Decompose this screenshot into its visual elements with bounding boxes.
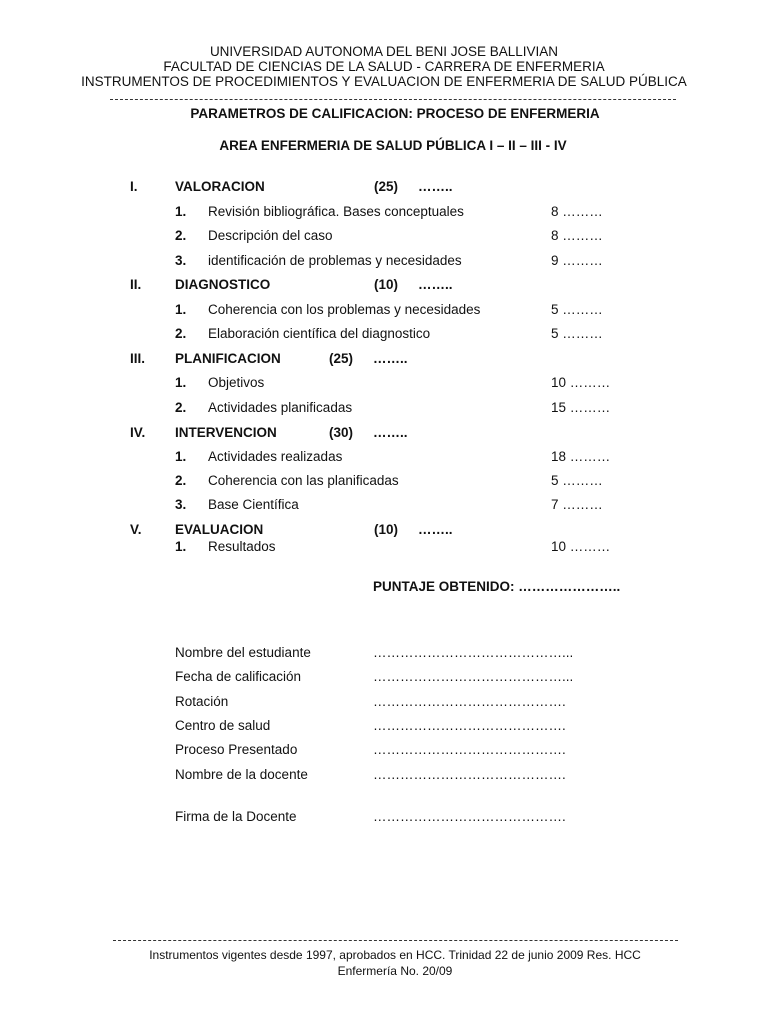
item-criterion: Elaboración científica del diagnostico <box>208 326 431 341</box>
item-number: 1. <box>175 375 187 390</box>
section-name: PLANIFICACION <box>175 351 281 366</box>
section-numeral: V. <box>130 522 142 537</box>
footer-note-line1: Instrumentos vigentes desde 1997, aprobados en HCC. Trinidad 22 de junio 2009 Res. HCC <box>149 948 641 962</box>
field-label: Proceso Presentado <box>175 742 298 757</box>
item-score: 8 ……… <box>551 204 603 219</box>
field-fill-line: ……………………………………. <box>373 742 566 757</box>
section-name: VALORACION <box>175 179 265 194</box>
item-number: 2. <box>175 228 187 243</box>
page-subtitle: AREA ENFERMERIA DE SALUD PÚBLICA I – II – III - IV <box>219 138 567 153</box>
item-score: 7 ……… <box>551 497 603 512</box>
item-criterion: Resultados <box>208 539 276 554</box>
item-number: 2. <box>175 326 187 341</box>
field-label: Firma de la Docente <box>175 809 297 824</box>
page-title: PARAMETROS DE CALIFICACION: PROCESO DE ENFERMERIA <box>190 106 600 121</box>
section-score-dots: …….. <box>418 277 453 292</box>
item-number: 1. <box>175 302 187 317</box>
section-score-dots: …….. <box>418 179 453 194</box>
item-score: 8 ……… <box>551 228 603 243</box>
item-score: 9 ……… <box>551 253 603 268</box>
item-criterion: Coherencia con las planificadas <box>208 473 399 488</box>
item-score: 18 ……… <box>551 449 611 464</box>
header-divider <box>110 99 676 100</box>
field-fill-line: ……………………………………. <box>373 767 566 782</box>
item-score: 5 ……… <box>551 302 603 317</box>
section-numeral: II. <box>130 277 142 292</box>
section-points: (30) <box>329 425 354 440</box>
item-score: 10 ……… <box>551 539 611 554</box>
section-score-dots: …….. <box>373 351 408 366</box>
item-number: 2. <box>175 400 187 415</box>
field-fill-line: ……………………………………... <box>373 645 574 660</box>
item-criterion: Objetivos <box>208 375 265 390</box>
instrument-title: INSTRUMENTOS DE PROCEDIMIENTOS Y EVALUACION DE ENFERMERIA DE SALUD PÚBLICA <box>81 74 687 89</box>
item-number: 3. <box>175 497 187 512</box>
section-name: INTERVENCION <box>175 425 277 440</box>
item-criterion: Actividades realizadas <box>208 449 343 464</box>
section-name: DIAGNOSTICO <box>175 277 271 292</box>
field-label: Fecha de calificación <box>175 669 302 684</box>
item-criterion: Base Científica <box>208 497 299 512</box>
field-label: Rotación <box>175 694 229 709</box>
item-criterion: Coherencia con los problemas y necesidades <box>208 302 481 317</box>
field-label: Centro de salud <box>175 718 271 733</box>
section-score-dots: …….. <box>373 425 408 440</box>
section-numeral: IV. <box>130 425 146 440</box>
field-fill-line: ……………………………………. <box>373 694 566 709</box>
item-score: 10 ……… <box>551 375 611 390</box>
field-fill-line: ……………………………………... <box>373 669 574 684</box>
item-criterion: Descripción del caso <box>208 228 333 243</box>
item-number: 1. <box>175 204 187 219</box>
score-obtained: PUNTAJE OBTENIDO: ………………….. <box>373 579 621 594</box>
field-fill-line: ……………………………………. <box>373 718 566 733</box>
item-number: 1. <box>175 539 187 554</box>
item-score: 5 ……… <box>551 473 603 488</box>
item-criterion: Revisión bibliográfica. Bases conceptuales <box>208 204 464 219</box>
section-numeral: I. <box>130 179 138 194</box>
item-number: 2. <box>175 473 187 488</box>
item-number: 3. <box>175 253 187 268</box>
item-score: 5 ……… <box>551 326 603 341</box>
item-number: 1. <box>175 449 187 464</box>
item-score: 15 ……… <box>551 400 611 415</box>
footer-divider <box>113 940 678 941</box>
item-criterion: identificación de problemas y necesidades <box>208 253 462 268</box>
field-fill-line: ……………………………………. <box>373 809 566 824</box>
section-points: (25) <box>374 179 399 194</box>
section-points: (25) <box>329 351 354 366</box>
faculty-name: FACULTAD DE CIENCIAS DE LA SALUD - CARRERA DE ENFERMERIA <box>163 59 605 74</box>
section-points: (10) <box>374 522 399 537</box>
field-label: Nombre del estudiante <box>175 645 311 660</box>
section-points: (10) <box>374 277 399 292</box>
field-label: Nombre de la docente <box>175 767 308 782</box>
university-name: UNIVERSIDAD AUTONOMA DEL BENI JOSE BALLIVIAN <box>209 44 559 59</box>
section-score-dots: …….. <box>418 522 453 537</box>
item-criterion: Actividades planificadas <box>208 400 353 415</box>
section-name: EVALUACION <box>175 522 264 537</box>
section-numeral: III. <box>130 351 146 366</box>
footer-note-line2: Enfermería No. 20/09 <box>337 964 453 978</box>
